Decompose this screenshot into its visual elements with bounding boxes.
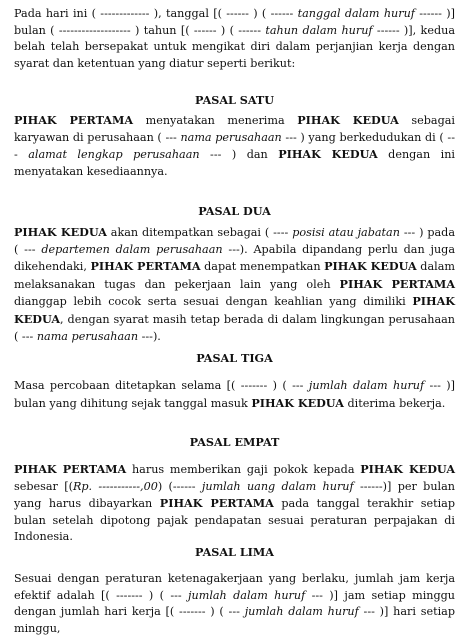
body-text: sebagai karyawan di perusahaan ( --- (14, 114, 455, 144)
body-text: --- )] hari setiap minggu, (14, 605, 455, 635)
pasal-tiga-heading: PASAL TIGA (196, 351, 273, 365)
body-text: diterima bekerja. (343, 396, 446, 410)
body-text: dalam melaksanakan tugas dan pekerjaan lain yang oleh (14, 260, 455, 291)
party-name: PIHAK KEDUA (278, 147, 378, 162)
body-text: ------)] per bulan yang harus dibayarkan (14, 479, 455, 511)
body-text: pada tanggal terakhir setiap bulan setelah dipotong pajak pendapatan sesuai peraturan perpajakan di Indonesia. (14, 497, 456, 544)
party-name: PIHAK PERTAMA (14, 113, 134, 127)
body-text: dapat menempatkan (200, 260, 325, 274)
party-name: PIHAK KEDUA (14, 225, 107, 239)
placeholder-company-address: alamat lengkap perusahaan (28, 148, 200, 162)
body-text: sebesar [( (14, 479, 73, 493)
party-name: PIHAK PERTAMA (90, 259, 201, 274)
party-name: PIHAK PERTAMA (339, 276, 455, 291)
body-text: harus memberikan gaji pokok kepada (126, 463, 361, 476)
body-text: ) (------ (157, 479, 202, 493)
intro-text: ------ )], kedua belah telah bersepakat untuk mengikat diri dalam perjanjian kerja dengan syarat dan ketentuan yang diatur seperti berikut: (14, 23, 455, 70)
body-text: --- ) yang berkedudukan di ( --- (14, 130, 455, 162)
placeholder-salary-words: jumlah uang dalam huruf (201, 479, 354, 493)
party-name: PIHAK PERTAMA (14, 462, 127, 476)
body-text: Masa percobaan ditetapkan selama [( ------- ) ( --- (14, 379, 309, 392)
pasal-empat-heading: PASAL EMPAT (189, 435, 280, 449)
body-text: dianggap lebih cocok serta sesuai dengan keahlian yang dimiliki (14, 295, 413, 309)
body-text: dengan ini menyatakan kesediaannya. (14, 148, 456, 178)
placeholder-salary-amount: Rp. -----------,00 (72, 479, 158, 493)
placeholder-amount-words: jumlah dalam huruf (308, 379, 425, 392)
pasal-dua-paragraph (14, 224, 455, 345)
pasal-tiga-paragraph (14, 378, 455, 412)
intro-text: Pada hari ini ( ------------- ), tanggal [( ------ ) ( ------ (14, 7, 298, 20)
pasal-satu-heading: PASAL SATU (194, 93, 275, 107)
body-text: --- )] jam setiap minggu dengan jumlah hari kerja [( ------- ) ( --- (14, 588, 456, 619)
party-name: PIHAK KEDUA (297, 113, 399, 127)
party-name: PIHAK KEDUA (324, 259, 417, 274)
intro-paragraph (14, 6, 455, 72)
body-text: akan ditempatkan sebagai ( ---- (106, 226, 293, 239)
placeholder-position: posisi atau jabatan (292, 226, 400, 239)
party-name: PIHAK PERTAMA (159, 496, 274, 511)
intro-text: ------ )] bulan ( ------------------- ) tahun [( ------ ) ( ------ (14, 7, 455, 37)
body-text: ---). (138, 329, 161, 343)
pasal-lima-heading: PASAL LIMA (195, 545, 274, 559)
body-text: --- ) pada ( --- (14, 226, 455, 256)
body-text: --- ) dan (199, 148, 279, 162)
body-text: , dengan syarat masih tetap berada di dalam lingkungan perusahaan ( --- (14, 312, 455, 343)
body-text: --- )] bulan yang dihitung sejak tanggal masuk (14, 379, 455, 410)
pasal-dua-heading: PASAL DUA (198, 204, 271, 218)
body-text: menyatakan menerima (133, 114, 298, 127)
intro-placeholder-year: tahun dalam huruf (265, 23, 373, 37)
body-text: Sesuai dengan peraturan ketenagakerjaan yang berlaku, jumlah jam kerja efektif adalah [( ------- ) ( --- (14, 572, 455, 602)
party-name: PIHAK KEDUA (14, 294, 455, 326)
party-name: PIHAK KEDUA (251, 395, 344, 410)
placeholder-amount-words: jumlah dalam huruf (188, 588, 306, 602)
intro-placeholder-date: tanggal dalam huruf (297, 7, 415, 20)
pasal-lima-paragraph (14, 571, 455, 637)
placeholder-company-name: nama perusahaan (180, 130, 282, 144)
placeholder-department: departemen dalam perusahaan (41, 242, 223, 256)
placeholder-company-name: nama perusahaan (36, 329, 139, 343)
party-name: PIHAK KEDUA (360, 462, 456, 476)
placeholder-amount-words: jumlah dalam huruf (244, 605, 359, 619)
pasal-satu-paragraph (14, 112, 455, 180)
pasal-empat-paragraph (14, 461, 455, 546)
body-text: ---). Apabila dipandang perlu dan juga dikehendaki, (14, 242, 455, 274)
